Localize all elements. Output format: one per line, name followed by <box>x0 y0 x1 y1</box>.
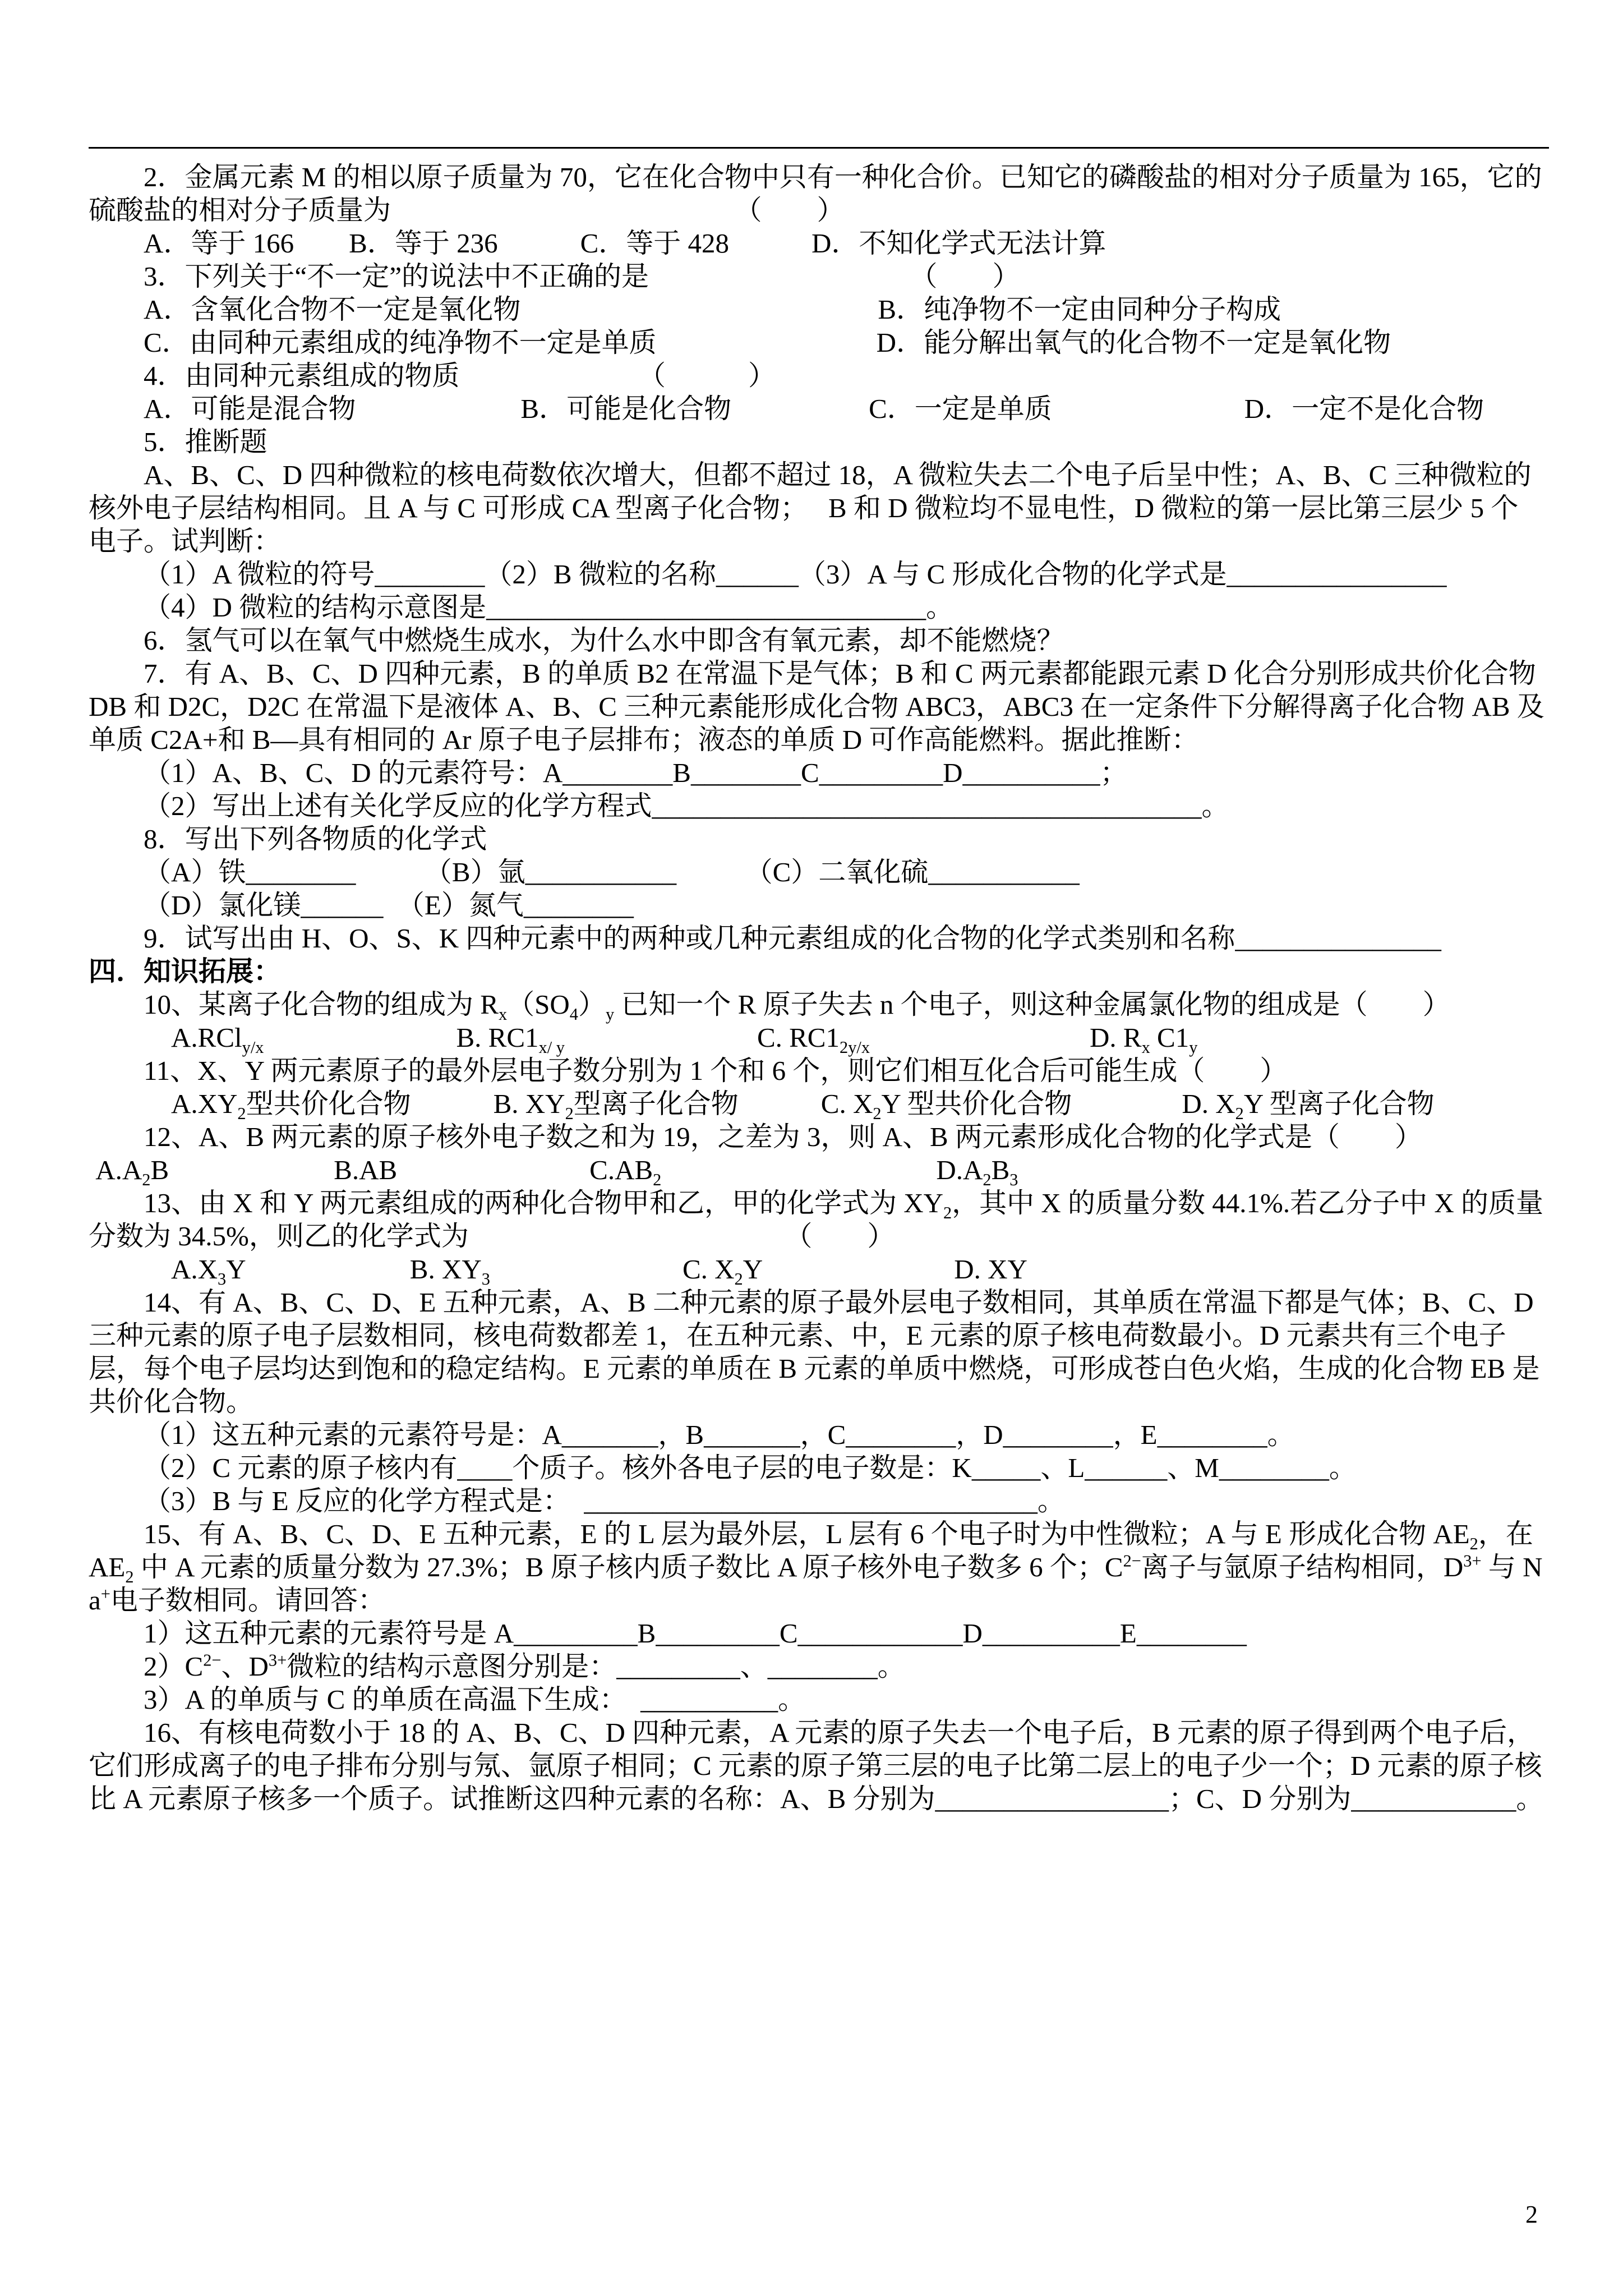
text-line: A.RCl$_{y/x}$ B. $RC1_{x/ y}$ C. $RC1_{2y/x}$ D. $R_x$ $C1_y$ <box>144 1022 1198 1057</box>
text-line: 5．推断题 <box>144 426 268 457</box>
text-line: 1）这五种元素的元素符号是 A_________B_________C____________D__________E________ <box>144 1618 1247 1649</box>
text-line: （4）D 微粒的结构示意图是________________________________。 <box>144 592 954 623</box>
text-line: 2．金属元素 M 的相以原子质量为 70，它在化合物中只有一种化合价。已知它的磷酸盐的相对分子质量为 165，它的硫酸盐的相对分子质量为 （ ） <box>89 162 1542 226</box>
text-line: $A.A_2B$ B.AB $C.AB_2$ $D.A_2B_3$ <box>89 1154 1018 1189</box>
text-line: （2）C 元素的原子核内有____个质子。核外各电子层的电子数是：K_____、L______、M________。 <box>144 1452 1357 1483</box>
text-line: 9．试写出由 H、O、S、K 四种元素中的两种或几种元素组成的化合物的化学式类别和名称_______________ <box>144 923 1441 954</box>
text-line: C．由同种元素组成的纯净物不一定是单质 D．能分解出氧气的化合物不一定是氧化物 <box>144 327 1391 358</box>
text-line: A．等于 166 B．等于 236 C．等于 428 D．不知化学式无法计算 <box>144 228 1106 259</box>
text-line: 15、有 A、B、C、D、E 五种元素，E 的 L 层为最外层，L 层有 6 个电子时为中性微粒；A 与 E 形成化合物 $AE_2$，在 $AE_2$ 中 A 元素的质量分数为 27.3%；B 原子核内质子数比 A 原子核外电子数多 6 个；$C^{2-}$离子与氩原子结构相同，$D^{3+}$ 与 Na+电子数相同。请回答： <box>89 1519 1543 1616</box>
text-line: $A.X_3Y$ B. $XY_3$ C. $X_2Y$ D. XY <box>144 1254 1027 1289</box>
text-line: $2)C^{2-}$、$D^{3+}$微粒的结构示意图分别是：_________、________。 <box>144 1650 905 1682</box>
text-line: A．含氧化合物不一定是氧化物 B．纯净物不一定由同种分子构成 <box>144 294 1281 325</box>
text-line: （A）铁________ （B）氩___________ （C）二氧化硫___________ <box>144 857 1080 887</box>
text-line: 16、有核电荷数小于 18 的 A、B、C、D 四种元素，A 元素的原子失去一个电子后，B 元素的原子得到两个电子后，它们形成离子的电子排布分别与氖、氩原子相同；C 元素的原子第三层的电子比第二层上的电子少一个；D 元素的原子核比 A 元素原子核多一个质子。试推断这四种元素的名称：A、B 分别为_________________；C、D 分别为____________。 <box>89 1717 1544 1814</box>
text-line: 13、由 X 和 Y 两元素组成的两种化合物甲和乙，甲的化学式为 $XY_2$，其中 X 的质量分数 44.1%.若乙分子中 X 的质量分数为 34.5%，则乙的化学式为 （ ） <box>89 1188 1544 1251</box>
text-line: （3）B 与 E 反应的化学方程式是： _________________________________。 <box>144 1485 1065 1516</box>
text-line: 3）A 的单质与 C 的单质在高温下生成： __________。 <box>144 1684 806 1715</box>
text-line: A、B、C、D 四种微粒的核电荷数依次增大，但都不超过 18，A 微粒失去二个电子后呈中性；A、B、C 三种微粒的核外电子层结构相同。且 A 与 C 可形成 CA 型离子化合物； B 和 D 微粒均不显电性，D 微粒的第一层比第三层少 5 个电子。试判断： <box>89 459 1532 556</box>
text-line: 11、X、Y 两元素原子的最外层电子数分别为 1 个和 6 个，则它们相互化合后可能生成（ ） <box>144 1055 1288 1086</box>
text-line: （1）这五种元素的元素符号是：A_______，B_______，C________，D________，E________。 <box>144 1419 1295 1450</box>
text-line: （1）A、B、C、D 的元素符号：A________B________C_________D__________； <box>144 757 1128 788</box>
text-line: 12、A、B 两元素的原子核外电子数之和为 19，之差为 3，则 A、B 两元素形成化合物的化学式是（ ） <box>144 1121 1422 1152</box>
text-line: （2）写出上述有关化学反应的化学方程式________________________________________。 <box>144 790 1229 821</box>
document-body <box>89 160 1544 1815</box>
text-line: 10、某离子化合物的组成为 $R_x(SO_4)_y$ 已知一个 R 原子失去 n 个电子，则这种金属氯化物的组成是（ ） <box>144 989 1450 1024</box>
text-line: 4．由同种元素组成的物质 （ ） <box>144 360 776 391</box>
text-line: 6．氢气可以在氧气中燃烧生成水，为什么水中即含有氧元素，却不能燃烧？ <box>144 625 1064 656</box>
text-line: $A.XY_2$型共价化合物 B. $XY_2$型离子化合物 C. $X_2Y$ 型共价化合物 D. $X_2Y$ 型离子化合物 <box>144 1088 1435 1123</box>
text-line: 8．写出下列各物质的化学式 <box>144 823 487 854</box>
text-line: 7．有 A、B、C、D 四种元素，B 的单质 B2 在常温下是气体；B 和 C 两元素都能跟元素 D 化合分别形成共价化合物 DB 和 D2C，D2C 在常温下是液体 A、B、C 三种元素能形成化合物 ABC3，ABC3 在一定条件下分解得离子化合物 AB 及单质 C2A+和 B—具有相同的 Ar 原子电子层排布；液态的单质 D 可作高能燃料。据此推断： <box>89 658 1544 755</box>
page-number: 2 <box>1525 2201 1538 2228</box>
text-line: （D）氯化镁______ （E）氮气________ <box>144 890 634 921</box>
header-rule <box>89 147 1549 149</box>
text-line: 3．下列关于“不一定”的说法中不正确的是 （ ） <box>144 261 1020 292</box>
text-line: （1）A 微粒的符号________（2）B 微粒的名称______（3）A 与 C 形成化合物的化学式是________________ <box>144 559 1447 590</box>
text-line: A．可能是混合物 B．可能是化合物 C．一定是单质 D．一定不是化合物 <box>144 393 1484 424</box>
text-line: 四．知识拓展： <box>89 956 282 987</box>
text-line: 14、有 A、B、C、D、E 五种元素，A、B 二种元素的原子最外层电子数相同，其单质在常温下都是气体；B、C、D 三种元素的原子电子层数相同，核电荷数都差 1，在五种元素、中，E 元素的原子核电荷数最小。D 元素共有三个电子层，每个电子层均达到饱和的稳定结构。E 元素的单质在 B 元素的单质中燃烧，可形成苍白色火焰，生成的化合物 EB 是共价化合物。 <box>89 1287 1541 1417</box>
